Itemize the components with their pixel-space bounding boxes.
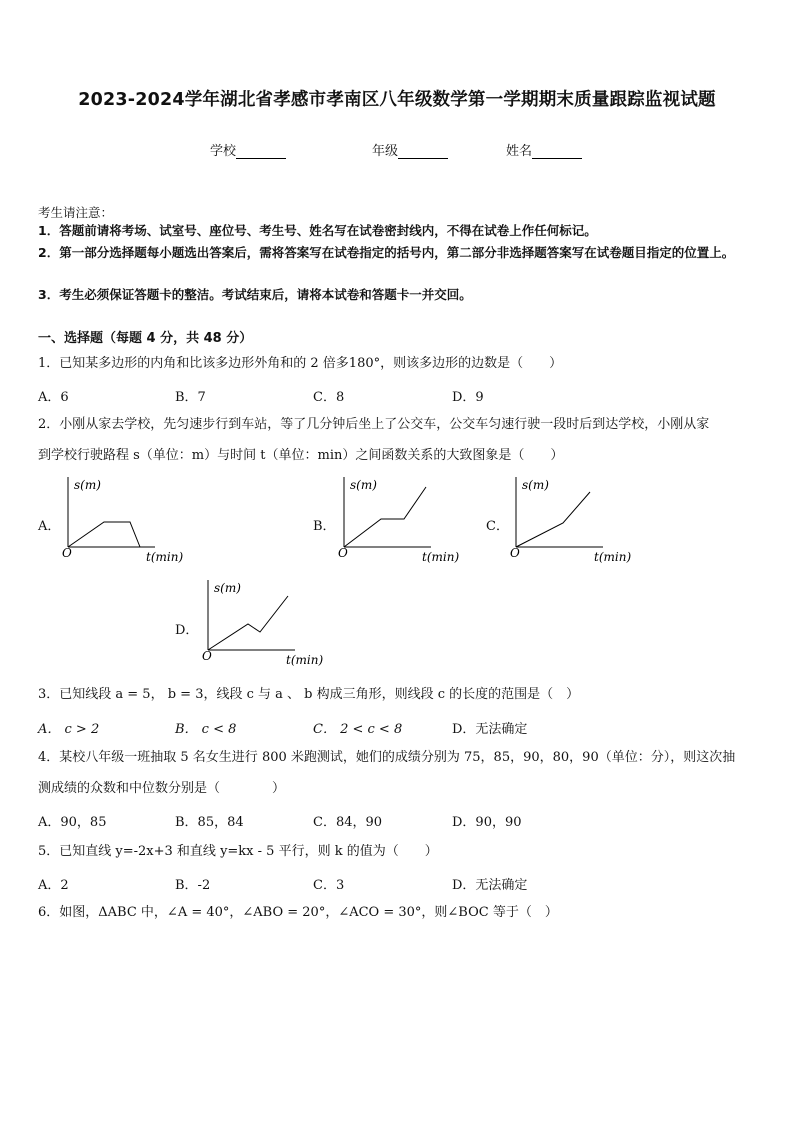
- question-4-line-2: 测成绩的众数和中位数分别是（ ）: [38, 781, 286, 796]
- q1-option-a[interactable]: A．6: [38, 390, 69, 405]
- q3-option-b[interactable]: B． c < 8: [175, 722, 237, 737]
- notice-heading: 考生请注意：: [38, 205, 114, 220]
- school-label: 学校: [210, 144, 237, 159]
- q5-option-a[interactable]: A．2: [38, 878, 69, 893]
- q2-a-yaxis-label: s(m): [74, 478, 101, 492]
- school-field: [210, 140, 286, 159]
- grade-label: 年级: [372, 144, 399, 159]
- q2-graph-d[interactable]: [200, 578, 330, 673]
- q2-option-c-label[interactable]: C．: [486, 519, 509, 534]
- q2-d-xaxis-label: t(min): [286, 653, 324, 667]
- question-1: 1．已知某多边形的内角和比该多边形外角和的 2 倍多180°，则该多边形的边数是（ ）: [38, 356, 563, 371]
- q2-b-origin: O: [338, 546, 348, 560]
- notice-item-2: 2．第一部分选择题每小题选出答案后，需将答案写在试卷指定的括号内，第二部分非选择题答案写在试卷题目指定的位置上。: [38, 245, 735, 260]
- q3-option-a[interactable]: A． c > 2: [38, 722, 100, 737]
- q2-graph-a[interactable]: [60, 475, 190, 570]
- q3-option-d[interactable]: D．无法确定: [452, 722, 528, 737]
- question-4-line-1: 4．某校八年级一班抽取 5 名女生进行 800 米跑测试，她们的成绩分别为 75，85，90，80，90（单位：分），则这次抽: [38, 750, 736, 765]
- question-3: 3．已知线段 a = 5， b = 3，线段 c 与 a 、 b 构成三角形，则线段 c 的长度的范围是（ ）: [38, 687, 580, 702]
- q2-option-b-label[interactable]: B．: [313, 519, 336, 534]
- q4-option-b[interactable]: B．85，84: [175, 815, 244, 830]
- name-field: [506, 140, 582, 159]
- q5-option-b[interactable]: B．-2: [175, 878, 211, 893]
- name-blank[interactable]: [532, 146, 582, 159]
- q2-c-xaxis-label: t(min): [594, 550, 632, 564]
- grade-field: [372, 140, 448, 159]
- notice-item-3: 3．考生必须保证答题卡的整洁。考试结束后，请将本试卷和答题卡一并交回。: [38, 287, 472, 302]
- section-heading: 一、选择题（每题 4 分，共 48 分）: [38, 331, 253, 346]
- notice-item-1: 1．答题前请将考场、试室号、座位号、考生号、姓名写在试卷密封线内，不得在试卷上作任何标记。: [38, 223, 597, 238]
- q1-option-b[interactable]: B．7: [175, 390, 206, 405]
- exam-title: 2023-2024学年湖北省孝感市孝南区八年级数学第一学期期末质量跟踪监视试题: [78, 90, 716, 110]
- school-blank[interactable]: [236, 146, 286, 159]
- q4-option-a[interactable]: A．90，85: [38, 815, 107, 830]
- q4-option-d[interactable]: D．90，90: [452, 815, 522, 830]
- question-2-line-1: 2．小刚从家去学校，先匀速步行到车站，等了几分钟后坐上了公交车，公交车匀速行驶一段时后到达学校，小刚从家: [38, 417, 710, 432]
- q2-c-origin: O: [510, 546, 520, 560]
- q2-option-d-label[interactable]: D．: [175, 623, 199, 638]
- q2-graph-b[interactable]: [336, 475, 466, 570]
- q2-a-origin: O: [62, 546, 72, 560]
- q2-b-xaxis-label: t(min): [422, 550, 460, 564]
- question-6: 6．如图，ΔABC 中，∠A = 40°，∠ABO = 20°，∠ACO = 30°，则∠BOC 等于（ ）: [38, 905, 558, 920]
- q5-option-d[interactable]: D．无法确定: [452, 878, 528, 893]
- q3-option-c[interactable]: C． 2 < c < 8: [313, 722, 403, 737]
- q2-d-yaxis-label: s(m): [214, 581, 241, 595]
- q4-option-c[interactable]: C．84，90: [313, 815, 383, 830]
- q2-graph-c[interactable]: [508, 475, 638, 570]
- q2-c-yaxis-label: s(m): [522, 478, 549, 492]
- question-2-line-2: 到学校行驶路程 s（单位：m）与时间 t（单位：min）之间函数关系的大致图象是（ ）: [38, 448, 564, 463]
- q2-a-xaxis-label: t(min): [146, 550, 184, 564]
- name-label: 姓名: [506, 144, 533, 159]
- q2-b-yaxis-label: s(m): [350, 478, 377, 492]
- q1-option-d[interactable]: D．9: [452, 390, 484, 405]
- question-5: 5．已知直线 y=-2x+3 和直线 y=kx - 5 平行，则 k 的值为（ ）: [38, 844, 438, 859]
- q2-option-a-label[interactable]: A．: [38, 519, 61, 534]
- q1-option-c[interactable]: C．8: [313, 390, 345, 405]
- q5-option-c[interactable]: C．3: [313, 878, 345, 893]
- grade-blank[interactable]: [398, 146, 448, 159]
- q2-d-origin: O: [202, 649, 212, 663]
